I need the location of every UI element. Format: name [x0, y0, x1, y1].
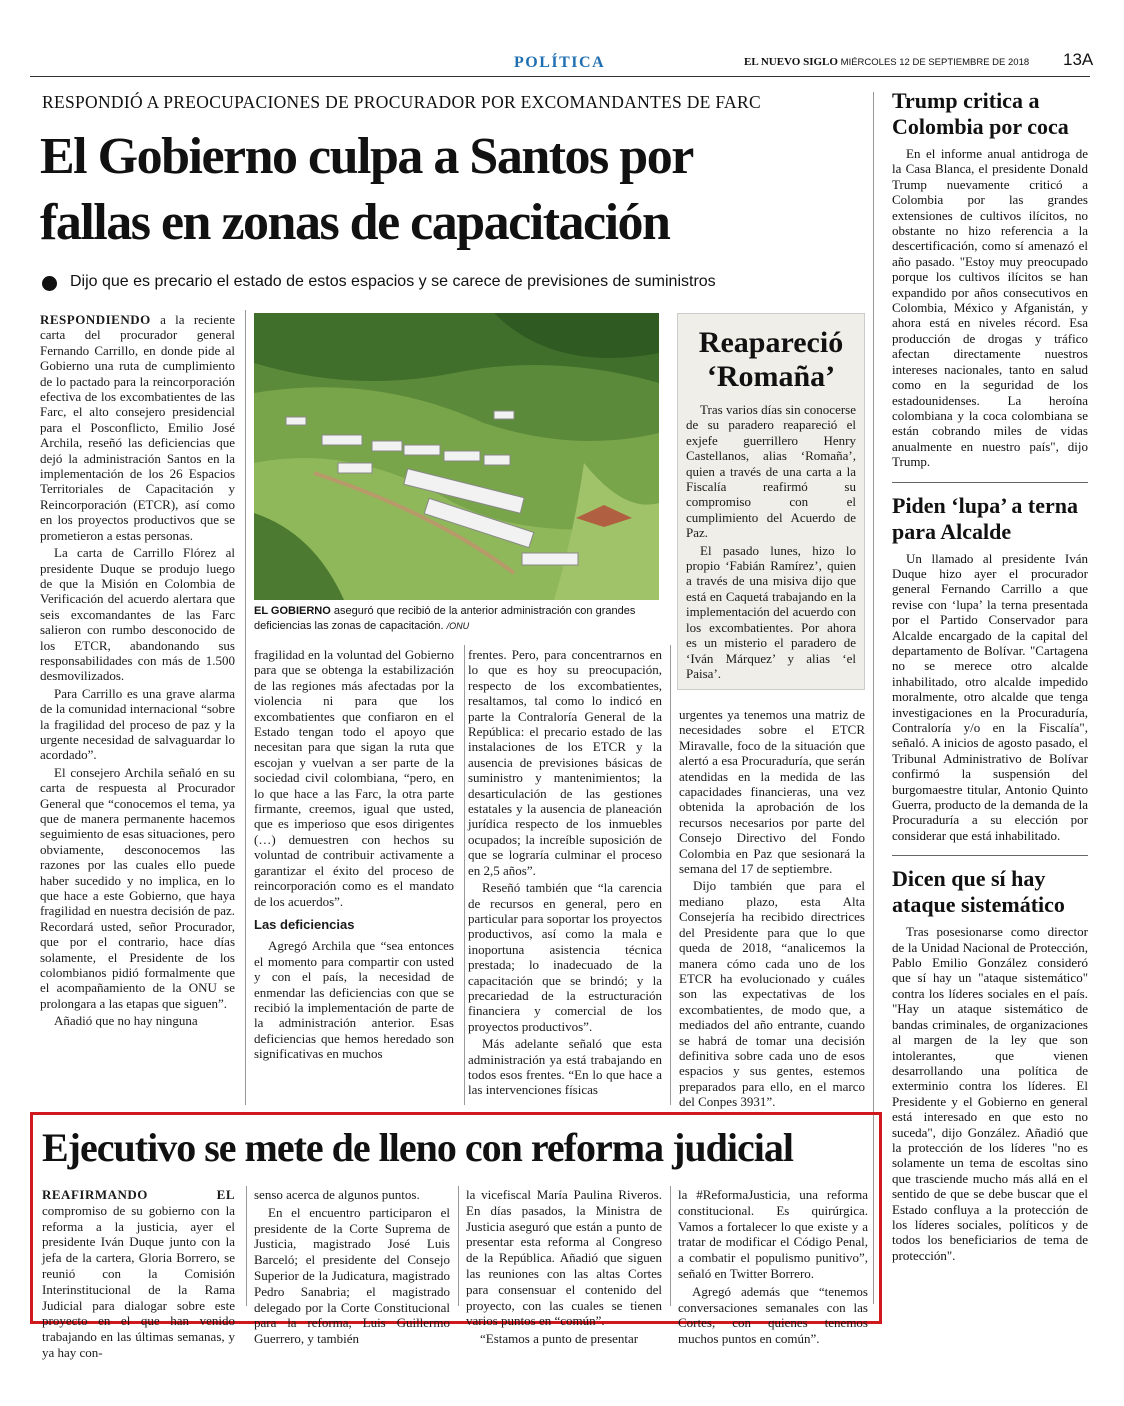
column-divider	[670, 1186, 671, 1306]
landscape-photo	[254, 313, 659, 600]
paragraph: compromiso de su gobierno con la reforma a la justicia, ayer el presidente Iván Duque junto con la jefa de la cartera, Gloria Borrero, se reunió con la Comisión Interinstitucional de la Rama Judicial para dialogar sobre este proyecto en el que han venido trabajando en las últimas semanas, y ya hay con-	[42, 1202, 235, 1360]
section-label: POLÍTICA	[514, 54, 606, 71]
reform-column-2	[254, 1187, 450, 1349]
photo-caption	[254, 604, 662, 633]
lead-word: REAFIRMANDO EL	[42, 1187, 235, 1202]
sidebar-divider	[892, 482, 1088, 483]
box-body	[678, 394, 864, 681]
paragraph: El consejero Archila señaló en su carta de respuesta al Procurador General que “conocemos el tema, ya que de manera permanente hacemos seguimiento de esas situaciones, pero obviamente, desconocemos las razones por las cuales ello puede haber sucedido y no implica, en lo que hace a este Gobierno, que haya fragilidad en nuestra decisión de paz. Recordará usted, señor Procurador, que por el contrario, hace días solamente, el Presidente de los colombianos pidió formalmente que el acompañamiento de la ONU se prolongara a las etapas que siguen”.	[40, 764, 235, 1011]
photo-camp	[254, 313, 659, 600]
main-column-4	[679, 707, 865, 1112]
paragraph: En el encuentro participaron el presidente de la Corte Suprema de Justicia, magistrado José Luis Barceló; el presidente del Consejo Superior de la Judicatura, magistrado Pedro Sanabria; el magistrado delegado por la Corte Constitucional para la reforma, Luis Guillermo Guerrero, y también	[254, 1204, 450, 1347]
paragraph: senso acerca de algunos puntos.	[254, 1187, 420, 1202]
sidebar-body-trump	[892, 146, 1088, 470]
column-divider	[464, 645, 465, 1105]
header-rule	[30, 76, 1090, 77]
sidebox-romana	[677, 313, 865, 690]
bullet-icon	[42, 276, 57, 291]
paragraph: Reseñó también que “la carencia de recursos en general, pero en particular para soportar los proyectos productivos, así como la mala e inoportuna asistencia técnica prestada; lo inadecuado de la capacitación que se brindó; y la precariedad de la estructuración financiera y comercial de los proyectos productivos”.	[468, 880, 662, 1034]
paragraph: a la reciente carta del procurador general Fernando Carrillo, en donde pide al Gobierno una ruta de cumplimiento de lo pactado para la reincorporación efectiva de los excombatientes de las Farc, el alto consejero presidencial para el Posconflicto, Emilio José Archila, reseñó las deficiencias que dejó la administración Santos en la implementación de los 26 Espacios Territoriales de Capacitación y Reincorporación (ETCR), así como en los proyectos productivos que se prometieron a estas personas.	[40, 312, 235, 543]
sidebar	[892, 88, 1088, 1263]
paragraph: Un llamado al presidente Iván Duque hizo ayer el procurador general Fernando Carrillo a que revise con ‘lupa’ la terna presentada por el Partido Conservador para Alcalde encargado de la capital del departamento de Bolívar. "Cartagena no se merece otro alcalde inhabilitado, otro alcalde impedido moralmente, otro alcalde que tenga investigaciones en la Procuraduría, Contraloría y/o en la Fiscalía", señaló. A inicios de agosto pasado, el Tribunal Administrativo de Bolívar confirmó la suspensión del burgomaestre titular, Antonio Quinto Guerra, producto de la demanda de la Procuraduría a su elección por considerar que está inhabilitado.	[892, 550, 1088, 843]
paragraph: En el informe anual antidroga de la Casa Blanca, el presidente Donald Trump nuevamente criticó a Colombia por las grandes extensiones de cultivos ilícitos, no obstante no hizo referencia a la descertificación, como sí amenazó el año pasado. "Estoy muy preocupado porque los cultivos ilícitos se han expandido por años consecutivos en Colombia, México y Afganistán, y ahora está en niveles récord. Esa producción de drogas y tráfico afectan directamente nuestros intereses nacionales, tanto en salud como en la seguridad de los estadounidenses. La heroína colombiana y la coca colombiana se están cobrando miles de vidas anualmente en nuestro país", dijo Trump.	[892, 146, 1088, 470]
reform-headline: Ejecutivo se mete de lleno con reforma judicial	[42, 1125, 793, 1170]
main-column-1	[40, 312, 235, 1031]
paragraph: Dijo también que para el mediano plazo, esta Alta Consejería ha recibido directrices del Presidente para que lo que queda de 2018, “analicemos la manera cómo cada uno de los ETCR ha evolucionado y cuáles son las expectativas de los excombatientes, de modo que, a mediados del año entrante, cuando se habrá de tomar una decisión definitiva sobre cada uno de esos espacios y sus gentes, estemos preparados para ello, en el marco del Conpes 3931”.	[679, 878, 865, 1110]
summary: Dijo que es precario el estado de estos espacios y se carece de previsiones de suministros	[70, 273, 716, 290]
paragraph: frentes. Pero, para concentrarnos en lo que es hoy su preocupación, respecto de los excombatientes, resaltamos, tal como lo indicó en parte la Contraloría General de la República: el precario estado de las instalaciones de los ETCR y la ausencia de previsiones básicas de suministro y mantenimientos; la desarticulación de las gestiones estatales y la ausencia de planeación jurídica respecto de los inmuebles ocupados; la increíble suposición de que se lograría culminar el proceso en 2,5 años”.	[468, 647, 662, 878]
sidebar-title-lupa: Piden ‘lupa’ a terna para Alcalde	[892, 492, 1078, 544]
paragraph: La carta de Carrillo Flórez al presidente Duque se produjo luego de que la Misión en Colombia de Verificación del acuerdo alertara que seis excomandantes de las Farc salieron con rumbo desconocido de los ETCR, abandonando sus responsabilidades con más de 1.500 desmovilizados.	[40, 545, 235, 684]
paragraph: urgentes ya tenemos una matriz de necesidades sobre el ETCR Miravalle, foco de la situación que alertó a esa Procuraduría, que serán atendidas en la medida de las capacidades financieras, una vez obtenida la aprobación de los recursos necesarios por parte del Consejo Directivo del Fondo Colombia en Paz que sesionará la semana del 17 de septiembre.	[679, 707, 865, 877]
sidebar-divider	[892, 855, 1088, 856]
caption-text: aseguró que recibió de la anterior administración con grandes deficiencias las zonas de capacitación.	[254, 605, 636, 632]
paragraph: Tras varios días sin conocerse de su paradero reapareció el exjefe guerrillero Henry Castellanos, alias ‘Romaña’, quien a través de una carta a la Fiscalía reafirmó su compromiso con el cumplimiento del Acuerdo de Paz.	[686, 402, 856, 541]
paragraph: la vicefiscal María Paulina Riveros. En días pasados, la Ministra de Justicia aseguró que están a punto de presentar esta reforma al Congreso de la República. Añadió que siguen las reuniones con las altas Cortes para consensuar el contenido del proyecto, con las cuales se tienen varios puntos en “común”.	[466, 1187, 662, 1329]
sidebar-body-ataque	[892, 924, 1088, 1263]
kicker: RESPONDIÓ A PREOCUPACIONES DE PROCURADOR POR EXCOMANDANTES DE FARC	[42, 92, 761, 112]
main-column-3	[468, 647, 662, 1100]
reform-column-4	[678, 1187, 868, 1349]
paragraph: Para Carrillo es una grave alarma de la comunidad internacional “sobre la fragilidad del proceso de paz y la urgente necesidad de salvaguardar lo acordado”.	[40, 685, 235, 763]
paragraph: Agregó Archila que “sea entonces el momento para compartir con usted y con el país, la necesidad de enmendar las deficiencias con que se recibió la implementación de parte de la administración anterior. Esas deficiencias que hemos heredado son significativas en muchos	[254, 938, 454, 1062]
paragraph: El pasado lunes, hizo lo propio ‘Fabián Ramírez’, quien a través de una misiva dijo que está en Caquetá trabajando en la implementación del acuerdo con los excombatientes. Por ahora es un misterio el paradero de ‘Iván Márquez’ y alias ‘el Paisa’.	[686, 542, 856, 681]
paragraph: Tras posesionarse como director de la Unidad Nacional de Protección, Pablo Emilio González consideró que sí hay un "ataque sistemático" contra los líderes sociales en el país. "Hay un ataque sistemático de bandas criminales, de organizaciones al margen de la ley que son intolerantes, que vienen desarrollando una política de exterminio contra los líderes. El Presidente y el Gobierno en general está interesado en que esto no suceda", dijo González. Añadió que la protección de los líderes "no es solamente un tema de escoltas sino que trasciende mucho más allá en el sentido de que se debe buscar que el Estado confluya a la protección de los líderes sociales, políticos y de todos los beneficiarios de tema de protección".	[892, 924, 1088, 1263]
paper-name: EL NUEVO SIGLO	[744, 56, 838, 68]
sidebar-body-lupa	[892, 551, 1088, 844]
sidebar-title-trump: Trump critica a Colombia por coca	[892, 88, 1069, 139]
headline	[40, 124, 693, 256]
reform-column-1	[42, 1187, 235, 1363]
column-divider	[458, 1186, 459, 1306]
paragraph: Añadió que no hay ninguna	[54, 1013, 198, 1029]
headline-line2: fallas en zonas de capacitación	[40, 194, 670, 251]
paragraph: la #ReformaJusticia, una reforma constitucional. Es quirúrgica. Vamos a fortalecer lo que existe y a tratar de modificar el Código Penal, a combatir el populismo punitivo”, señaló en Twitter Borrero.	[678, 1187, 868, 1281]
subheading: Las deficiencias	[254, 916, 355, 932]
box-title-line2: ‘Romaña’	[706, 360, 836, 393]
paragraph: Más adelante señaló que esta administración ya está trabajando en todos esos frentes. “En lo que hace a las intervenciones físicas	[468, 1036, 662, 1098]
headline-line1: El Gobierno culpa a Santos por	[40, 128, 693, 185]
photo-credit: /ONU	[446, 620, 470, 631]
date: MIÉRCOLES 12 DE SEPTIEMBRE DE 2018	[840, 57, 1030, 68]
lead-word: RESPONDIENDO	[40, 312, 151, 327]
column-divider	[670, 645, 671, 1105]
caption-lead: EL GOBIERNO	[254, 605, 331, 617]
column-divider	[245, 310, 246, 1105]
column-divider	[246, 1186, 247, 1306]
sidebar-title-ataque: Dicen que sí hay ataque sistemático	[892, 866, 1065, 918]
page-number: 13A	[1063, 50, 1094, 69]
masthead	[744, 56, 1029, 68]
paragraph: Agregó además que “tenemos conversaciones semanales con las Cortes, con quienes tenemos muchos puntos en común”.	[678, 1283, 868, 1347]
main-column-2	[254, 647, 454, 1064]
paragraph: fragilidad en la voluntad del Gobierno para que se obtenga la estabilización de las regiones más afectadas por la violencia ni para que los excombatientes que confiaron en el Estado tengan todo el apoyo que necesitan para que sigan la ruta que escojan y vuelvan a ser parte de la sociedad civil colombiana, “pero, en lo que hace a las Farc, la otra parte firmante, creemos, igual que usted, que es imperioso que esos dirigentes (…) demuestren con hechos su voluntad de contribuir activamente a garantizar el éxito del proceso de reincorporación como es el mandato de los acuerdos”.	[254, 647, 454, 909]
box-title-line1: Reapareció	[698, 326, 844, 359]
reform-column-3	[466, 1187, 662, 1349]
paragraph: “Estamos a punto de presentar	[480, 1331, 639, 1347]
box-title	[678, 326, 864, 394]
